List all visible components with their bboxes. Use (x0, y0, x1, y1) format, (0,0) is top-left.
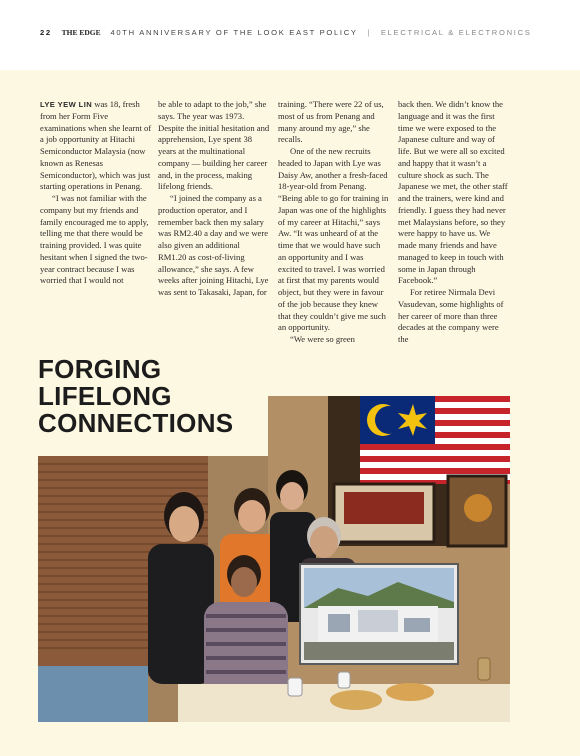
group-photo-image (38, 396, 510, 722)
group-photo (38, 396, 510, 722)
headline-line-1: FORGING (38, 354, 162, 384)
malaysia-flag (360, 396, 510, 484)
paragraph: One of the new recruits headed to Japan with Lye was Daisy Aw, another a fresh-faced 18-year-old from Penang. “Being able to go for training in Japan was one of the highlights of my career at Hitachi,” says Aw. “It was unheard of at the time that we would have such an opportunity and I was excited to travel. I was worried at first that my parents would object, but they were in favour of the job because they knew that they couldn’t give me such an opportunity. (278, 146, 389, 333)
section-name: ELECTRICAL & ELECTRONICS (380, 28, 532, 37)
article-column-3 (278, 99, 390, 346)
headline-line-2: LIFELONG (38, 381, 172, 411)
page-header (0, 0, 580, 70)
lead-name: LYE YEW LIN (40, 100, 93, 109)
paragraph: be able to adapt to the job,” she says. The year was 1973. Despite the initial hesitation and apprehension, Lye spent 38 years at the multinational company — building her career and, in the process, making lifelong friends. (158, 99, 270, 192)
paragraph: training. “There were 22 of us, most of us from Penang and many around my age,” she recalls. (278, 99, 384, 145)
page-number: 22 (40, 28, 52, 37)
headline-line-3: CONNECTIONS (38, 408, 234, 438)
paragraph: back then. We didn’t know the language and it was the first time we were exposed to the Japanese culture and way of life. But we were all so excited and happy that it wasn’t a culture shock as such. The Japanese we met, the other staff and the trainers, were kind and friendly. I guess they had never met Malaysians before, so they were happy to have us. We made many friends and have managed to keep in touch with some in Japan through Facebook.” (398, 99, 508, 286)
paragraph: For retiree Nirmala Devi Vasudevan, some highlights of her career of more than three decades at the company were the (398, 287, 504, 344)
article-column-2 (158, 99, 270, 299)
article-column-4 (398, 99, 510, 346)
running-header (40, 28, 532, 37)
factory-photo-frame (300, 564, 458, 664)
supplement-title: 40TH ANNIVERSARY OF THE LOOK EAST POLICY (110, 28, 358, 37)
paragraph: “We were so green (290, 334, 355, 344)
paragraph: “I was not familiar with the company but my friends and family encouraged me to apply, telling me that there would be training provided. I was quite hesitant when I signed the two-year contract because I was worried that I would not (40, 193, 149, 286)
article-headline (38, 356, 233, 437)
paragraph: LYE YEW LIN was 18, fresh from her Form Five examinations when she learnt of a job opportunity at Hitachi Semiconductor Malaysia (now known as Renesas Semiconductor), which was just starting operations in Penang. (40, 99, 152, 192)
paragraph: “I joined the company as a production operator, and I remember back then my salary was RM2.40 a day and we were also given an additional RM1.20 as cost-of-living allowance,” she says. A few weeks after joining Hitachi, Lye was sent to Takasaki, Japan, for (158, 193, 269, 297)
publication-logo: THE EDGE (61, 28, 101, 37)
header-separator: | (367, 28, 372, 37)
article-column-1 (40, 99, 152, 287)
